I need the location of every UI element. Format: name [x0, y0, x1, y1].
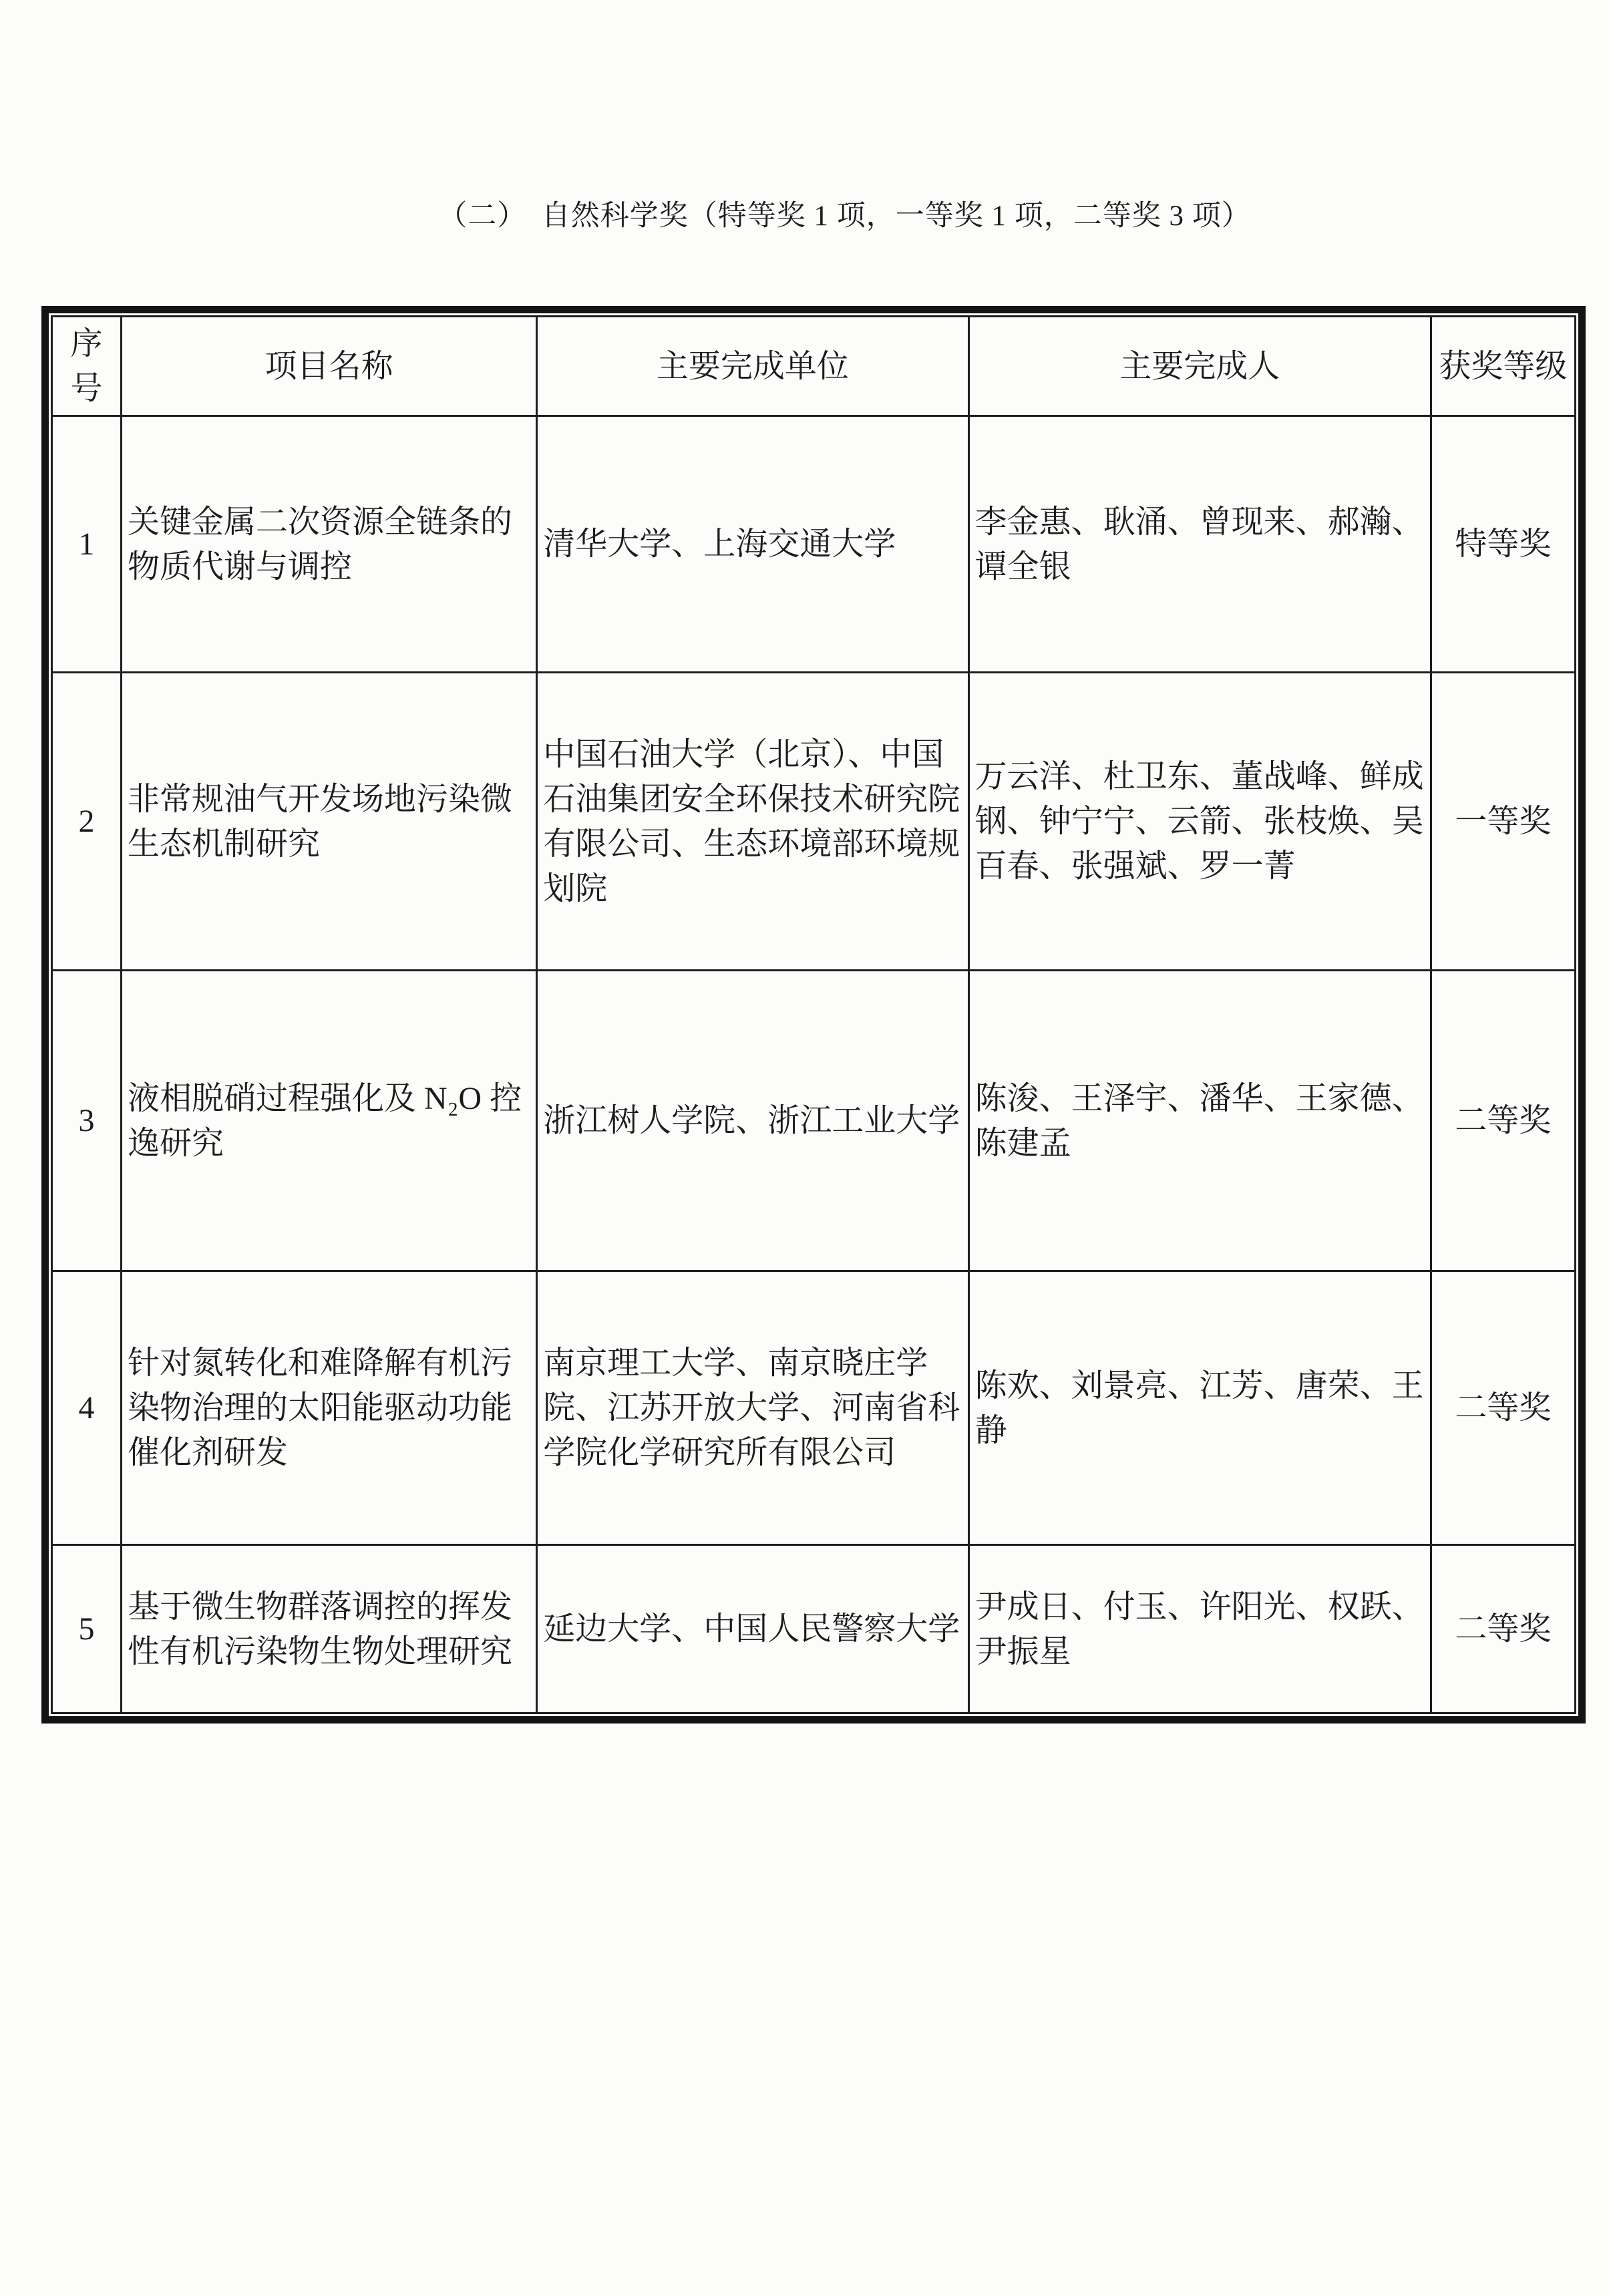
table-row-5 — [52, 1545, 1576, 1713]
header-main-completers: 主要完成人 — [968, 317, 1431, 416]
row-5-serial-cell: 5 — [52, 1545, 122, 1713]
table-row-1 — [52, 416, 1576, 673]
row-4-units-cell: 南京理工大学、南京晓庄学院、江苏开放大学、河南省科学院化学研究所有限公司 — [537, 1271, 968, 1545]
header-award-level: 获奖等级 — [1431, 317, 1575, 416]
row-5-units-cell: 延边大学、中国人民警察大学 — [537, 1545, 968, 1713]
row-4-award-cell: 二等奖 — [1431, 1271, 1575, 1545]
awards-table — [51, 315, 1576, 1714]
row-5-project-cell: 基于微生物群落调控的挥发性有机污染物生物处理研究 — [122, 1545, 537, 1713]
row-3-award-cell: 二等奖 — [1431, 971, 1575, 1271]
header-main-units: 主要完成单位 — [537, 317, 968, 416]
row-3-units-cell: 浙江树人学院、浙江工业大学 — [537, 971, 968, 1271]
header-serial-number: 序号 — [52, 317, 122, 416]
table-header-row — [52, 317, 1576, 416]
row-5-award-cell: 二等奖 — [1431, 1545, 1575, 1713]
row-3-project-cell: 液相脱硝过程强化及 N₂O 控逸研究 — [122, 971, 537, 1271]
row-3-completers-cell: 陈浚、王泽宇、潘华、王家德、陈建孟 — [968, 971, 1431, 1271]
row-4-serial-cell: 4 — [52, 1271, 122, 1545]
row-2-serial-cell: 2 — [52, 673, 122, 971]
row-1-project-cell: 关键金属二次资源全链条的物质代谢与调控 — [122, 416, 537, 673]
table-row-4 — [52, 1271, 1576, 1545]
row-1-completers-cell: 李金惠、耿涌、曾现来、郝瀚、谭全银 — [968, 416, 1431, 673]
row-2-project-cell: 非常规油气开发场地污染微生态机制研究 — [122, 673, 537, 971]
row-1-award-cell: 特等奖 — [1431, 416, 1575, 673]
row-2-completers-cell: 万云洋、杜卫东、董战峰、鲜成钢、钟宁宁、云箭、张枝焕、吴百春、张强斌、罗一菁 — [968, 673, 1431, 971]
table-row-3 — [52, 971, 1576, 1271]
row-4-completers-cell: 陈欢、刘景亮、江芳、唐荣、王静 — [968, 1271, 1431, 1545]
row-5-completers-cell: 尹成日、付玉、许阳光、权跃、尹振星 — [968, 1545, 1431, 1713]
row-2-units-cell: 中国石油大学（北京）、中国石油集团安全环保技术研究院有限公司、生态环境部环境规划院 — [537, 673, 968, 971]
row-1-serial-cell: 1 — [52, 416, 122, 673]
awards-table-frame — [41, 306, 1586, 1724]
row-1-units-cell: 清华大学、上海交通大学 — [537, 416, 968, 673]
row-4-project-cell: 针对氮转化和难降解有机污染物治理的太阳能驱动功能催化剂研发 — [122, 1271, 537, 1545]
row-2-award-cell: 一等奖 — [1431, 673, 1575, 971]
row-3-serial-cell: 3 — [52, 971, 122, 1271]
header-project-name: 项目名称 — [122, 317, 537, 416]
table-row-2 — [52, 673, 1576, 971]
section-title: （二） 自然科学奖（特等奖 1 项，一等奖 1 项，二等奖 3 项） — [438, 200, 1251, 232]
